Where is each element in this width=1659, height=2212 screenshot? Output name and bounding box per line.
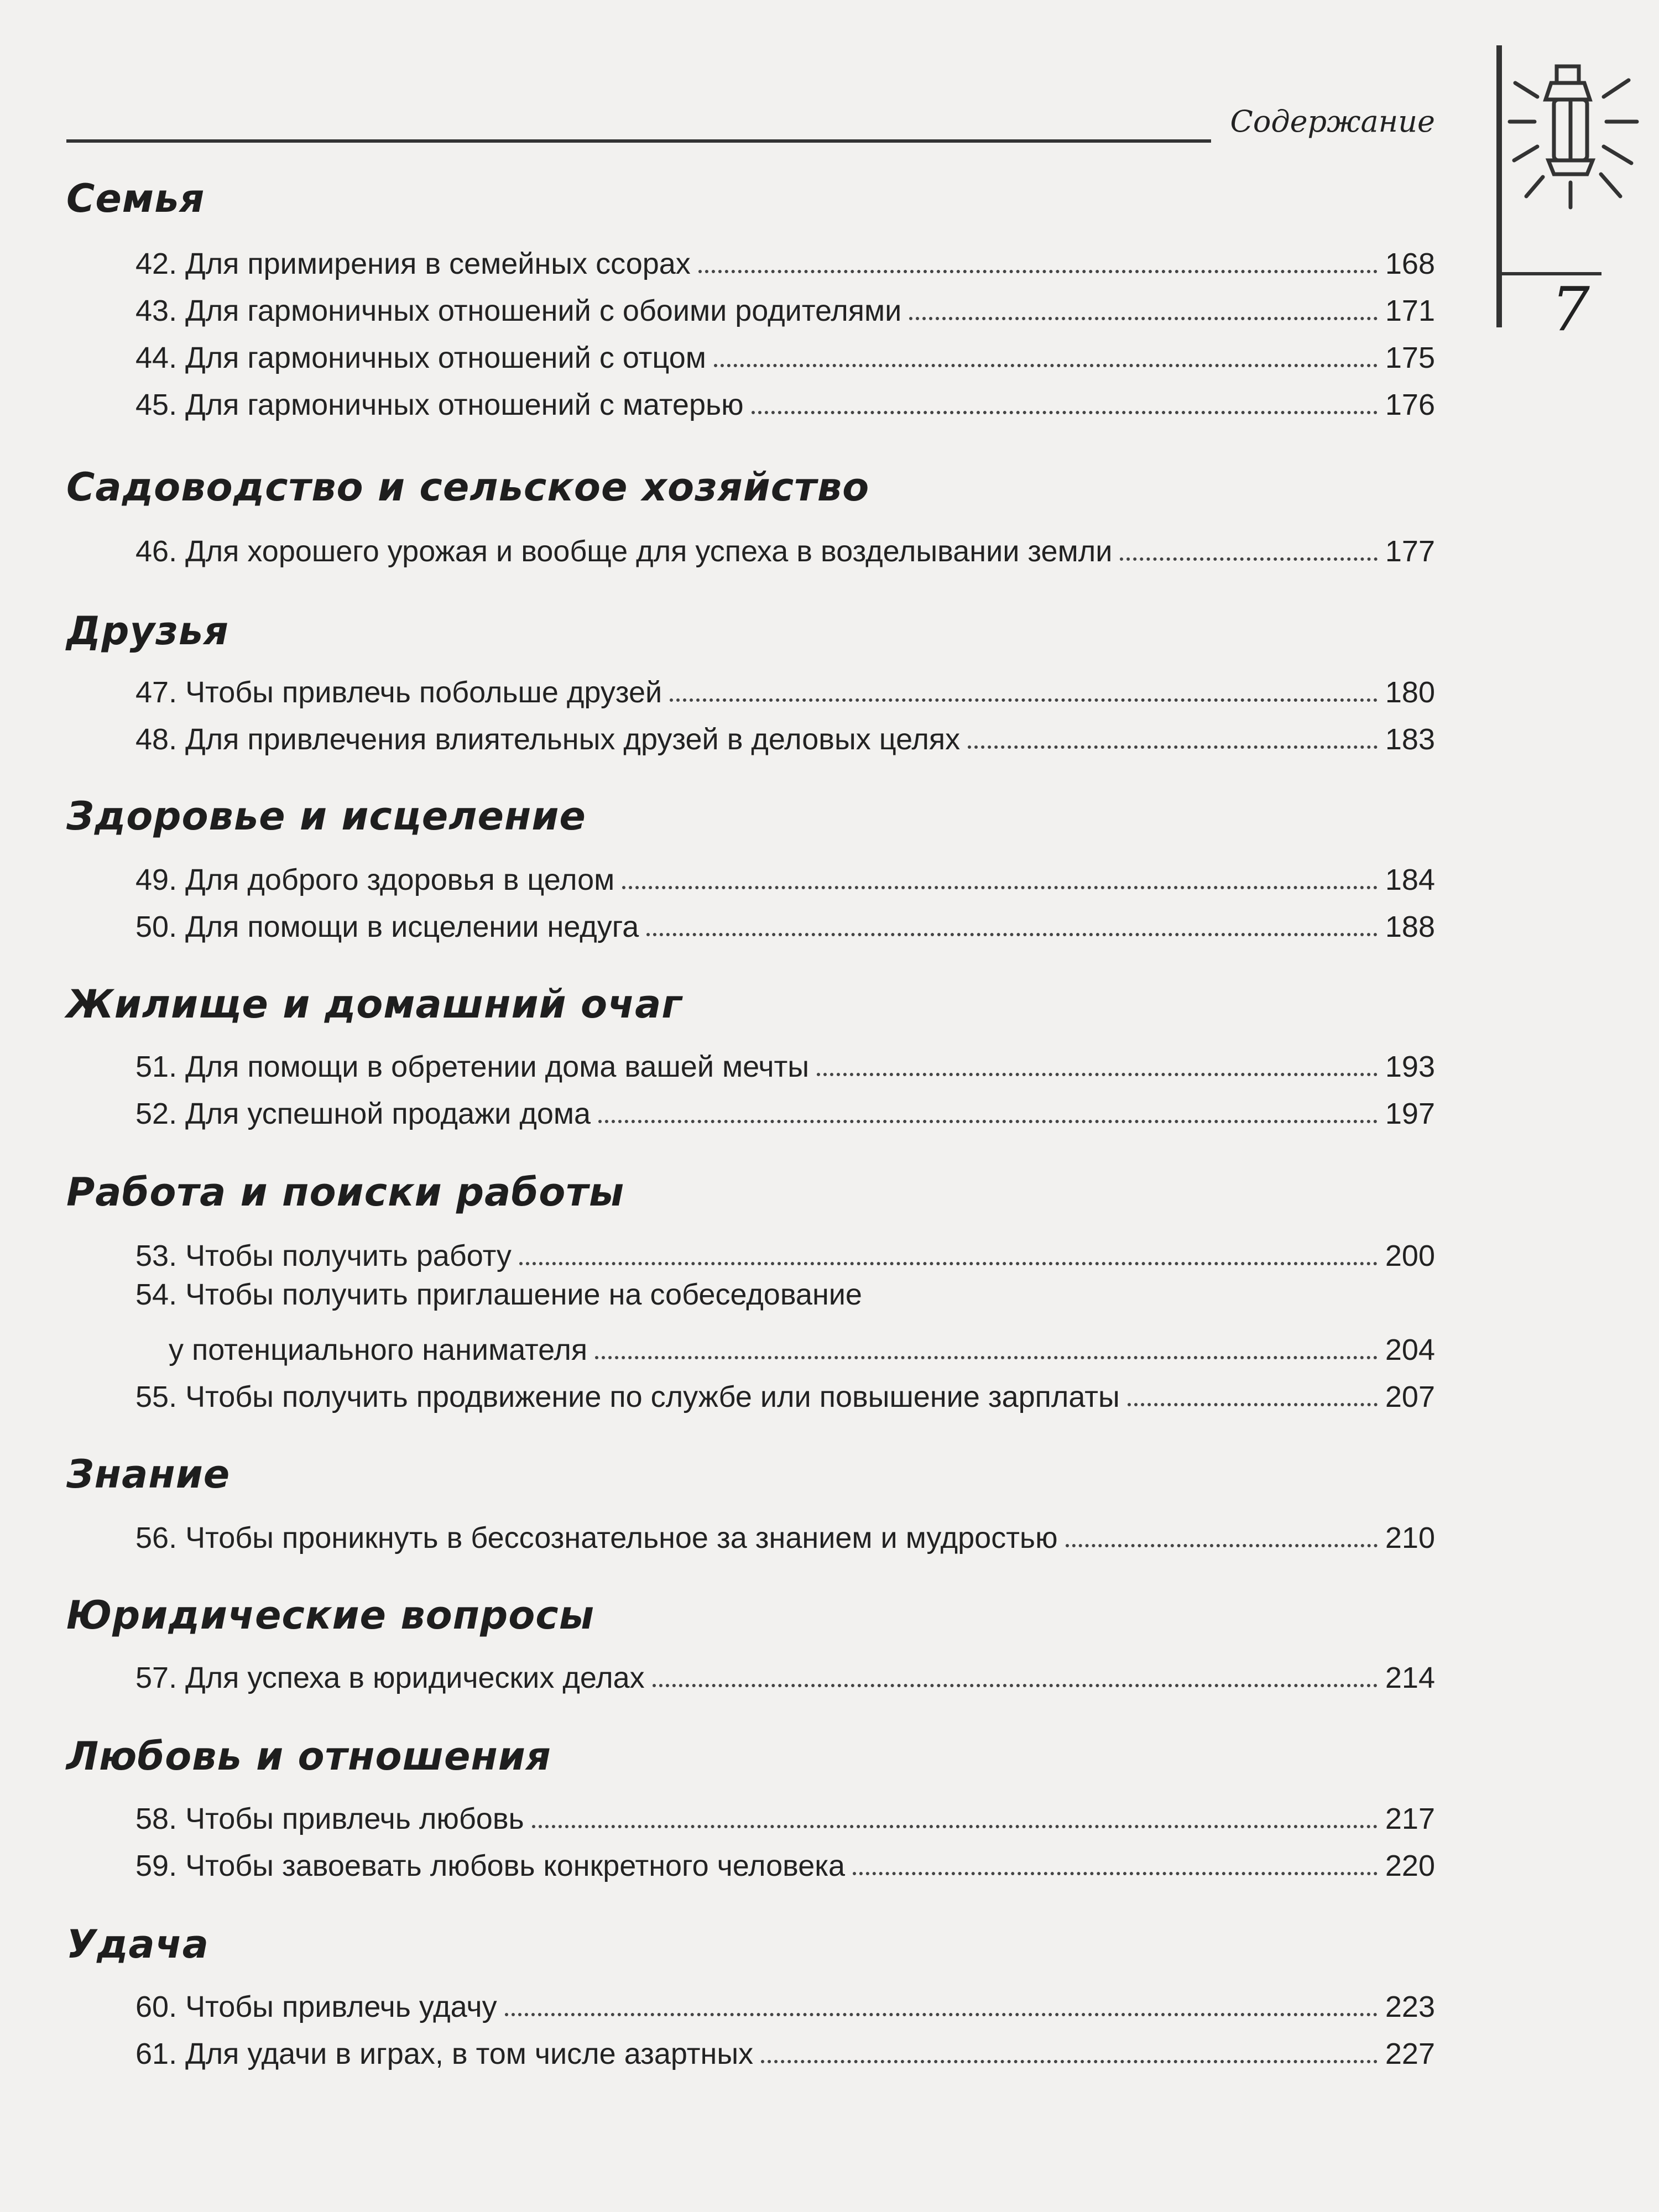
toc-entry[interactable] <box>135 284 1435 328</box>
section-title-home: Жилище и домашний очаг <box>66 982 682 1027</box>
toc-entry-title: 59. Чтобы завоевать любовь конкретного человека <box>135 1849 846 1882</box>
toc-entry-title: 61. Для удачи в играх, в том числе азартных <box>135 2037 754 2070</box>
dot-leader <box>761 2060 1378 2063</box>
dot-leader <box>968 745 1378 749</box>
toc-entry-title: 57. Для успеха в юридических делах <box>135 1661 645 1694</box>
dot-leader <box>714 364 1378 367</box>
toc-entry-page: 176 <box>1385 388 1435 421</box>
toc-entry[interactable] <box>135 2027 1435 2071</box>
toc-entry-title: 47. Чтобы привлечь побольше друзей <box>135 676 662 709</box>
toc-entry[interactable] <box>135 1087 1435 1131</box>
toc-entry[interactable] <box>135 1792 1435 1836</box>
section-title-luck: Удача <box>66 1922 210 1967</box>
toc-entry-page: 210 <box>1385 1521 1435 1554</box>
section-title-family: Семья <box>66 176 205 221</box>
toc-entry-page: 183 <box>1385 723 1435 756</box>
dot-leader <box>598 1120 1378 1123</box>
section-title-friends: Друзья <box>66 608 229 654</box>
toc-entry-page: 184 <box>1385 863 1435 896</box>
section-title-gardening: Садоводство и сельское хозяйство <box>66 465 870 510</box>
toc-entry[interactable] <box>135 1651 1435 1695</box>
toc-entry-page: 193 <box>1385 1050 1435 1083</box>
toc-entry[interactable] <box>135 1980 1435 2024</box>
toc-entry[interactable] <box>135 378 1435 422</box>
dot-leader <box>670 698 1378 702</box>
toc-entry-title: 52. Для успешной продажи дома <box>135 1097 591 1130</box>
toc-entry[interactable] <box>135 1370 1435 1414</box>
dot-leader <box>532 1825 1378 1828</box>
toc-entry-page: 188 <box>1385 910 1435 943</box>
section-title-work: Работа и поиски работы <box>66 1170 625 1215</box>
toc-entry[interactable] <box>135 331 1435 375</box>
dot-leader <box>909 317 1378 320</box>
dot-leader <box>505 2013 1378 2016</box>
toc-entry-page: 175 <box>1385 341 1435 374</box>
toc-entry-page: 220 <box>1385 1849 1435 1882</box>
toc-entry-page: 204 <box>1385 1333 1435 1366</box>
dot-leader <box>853 1872 1378 1875</box>
dot-leader <box>519 1262 1378 1265</box>
dot-leader <box>646 933 1378 936</box>
toc-entry-title: 42. Для примирения в семейных ссорах <box>135 247 691 280</box>
toc-entry-title: 45. Для гармоничных отношений с матерью <box>135 388 744 421</box>
toc-entry-title: 50. Для помощи в исцелении недуга <box>135 910 639 943</box>
toc-entry-page: 227 <box>1385 2037 1435 2070</box>
toc-entry-title: 43. Для гармоничных отношений с обоими родителями <box>135 294 902 327</box>
dot-leader <box>1066 1544 1378 1547</box>
toc-entry[interactable] <box>135 1229 1435 1273</box>
dot-leader <box>653 1684 1378 1687</box>
toc-entry[interactable] <box>135 853 1435 897</box>
toc-entry-title: 46. Для хорошего урожая и вообще для успеха в возделывании земли <box>135 535 1113 568</box>
toc-entry-title: 56. Чтобы проникнуть в бессознательное за знанием и мудростью <box>135 1521 1058 1554</box>
toc-entry-title: 60. Чтобы привлечь удачу <box>135 1990 497 2023</box>
dot-leader <box>1120 557 1378 561</box>
section-title-knowledge: Знание <box>66 1452 231 1497</box>
toc-entry[interactable] <box>135 712 1435 757</box>
toc-entry-title-line2: у потенциального нанимателя <box>169 1333 588 1366</box>
toc-entry-page: 207 <box>1385 1380 1435 1413</box>
toc-entry-title: 55. Чтобы получить продвижение по службе или повышение зарплаты <box>135 1380 1120 1413</box>
section-title-legal: Юридические вопросы <box>66 1593 595 1638</box>
dot-leader <box>752 411 1378 414</box>
toc-entry[interactable] <box>135 665 1435 709</box>
toc-entry[interactable] <box>135 1040 1435 1084</box>
toc-entry[interactable] <box>169 1323 1435 1367</box>
toc-entry[interactable] <box>135 900 1435 944</box>
toc-entry-page: 197 <box>1385 1097 1435 1130</box>
toc-entry-title: 53. Чтобы получить работу <box>135 1239 512 1272</box>
toc-entry[interactable] <box>135 237 1435 281</box>
dot-leader <box>817 1073 1378 1076</box>
toc-entry[interactable] <box>135 524 1435 568</box>
toc-entry-page: 200 <box>1385 1239 1435 1272</box>
dot-leader <box>595 1356 1378 1359</box>
page-number: 7 <box>1551 274 1590 345</box>
toc-entry-title: 48. Для привлечения влиятельных друзей в деловых целях <box>135 723 961 756</box>
section-title-love: Любовь и отношения <box>66 1734 551 1779</box>
section-title-health: Здоровье и исцеление <box>66 794 586 839</box>
running-header-title: Содержание <box>1224 104 1435 139</box>
toc-entry-page: 180 <box>1385 676 1435 709</box>
toc-entry[interactable] <box>135 1839 1435 1883</box>
toc-entry-page: 171 <box>1385 294 1435 327</box>
toc-entry-page: 177 <box>1385 535 1435 568</box>
toc-entry-title: 58. Чтобы привлечь любовь <box>135 1802 524 1835</box>
toc-entry-page: 168 <box>1385 247 1435 280</box>
toc-entry-page: 214 <box>1385 1661 1435 1694</box>
dot-leader <box>622 886 1378 889</box>
toc-entry-title: 44. Для гармоничных отношений с отцом <box>135 341 706 374</box>
toc-entry[interactable] <box>135 1511 1435 1555</box>
dot-leader <box>698 270 1378 273</box>
toc-entry-title: 49. Для доброго здоровья в целом <box>135 863 615 896</box>
toc-entry-page: 217 <box>1385 1802 1435 1835</box>
toc-entry-title-line1[interactable]: 54. Чтобы получить приглашение на собеседование <box>135 1278 862 1311</box>
dot-leader <box>1128 1403 1378 1406</box>
toc-entry-title: 51. Для помощи в обретении дома вашей мечты <box>135 1050 810 1083</box>
toc-entry-page: 223 <box>1385 1990 1435 2023</box>
